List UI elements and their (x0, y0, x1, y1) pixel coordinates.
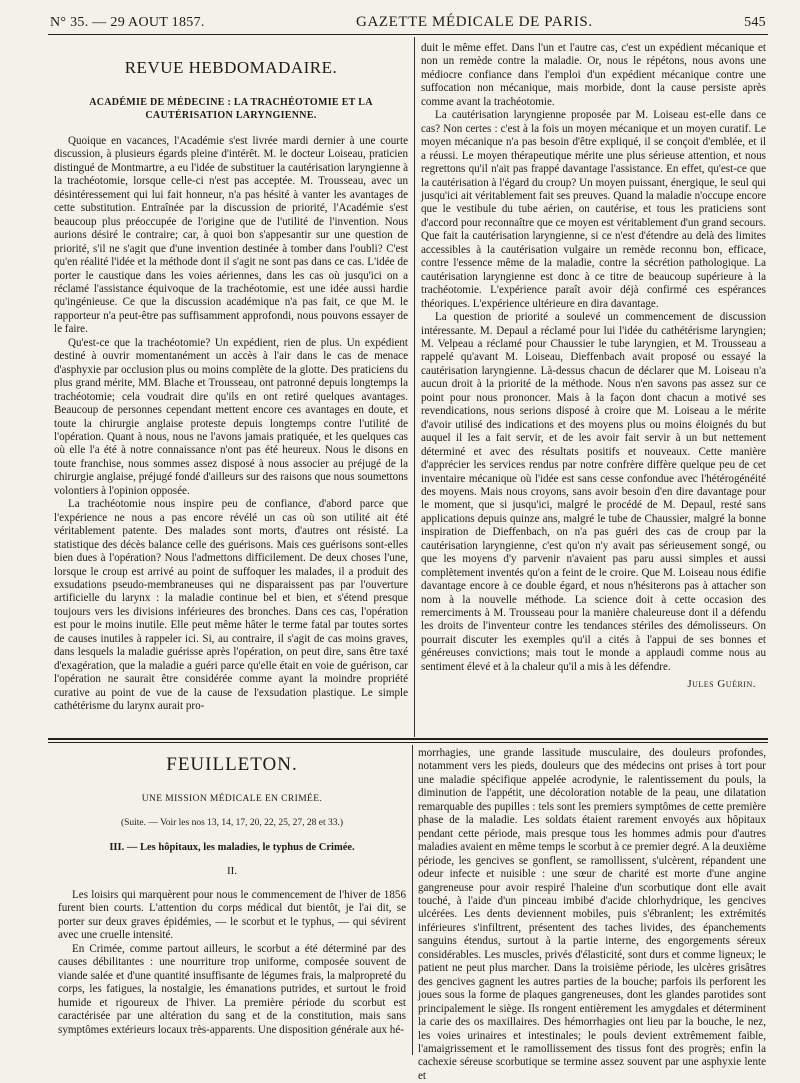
section-rule (48, 738, 768, 740)
revue-title: REVUE HEBDOMADAIRE. (124, 58, 338, 77)
feuilleton-left-column (58, 748, 406, 1056)
feuilleton-right-column (418, 747, 766, 1082)
journal-title: GAZETTE MÉDICALE DE PARIS. (356, 14, 593, 30)
feuilleton-paragraph: Les loisirs qui marquèrent pour nous le commencement de l'hiver de 1856 furent bien courts. L'attention du corps médical dut bientôt, je l'ai dit, se porter sur deux graves épidémies, — le scorbut et le typhus, — qui sévirent avec une cruelle intensité. (58, 889, 406, 942)
page-number: 545 (744, 15, 766, 30)
feuilleton-subtitle: UNE MISSION MÉDICALE EN CRIMÉE. (141, 794, 323, 804)
revue-paragraph: Qu'est-ce que la trachéotomie? Un expédient, rien de plus. Un expédient destiné à ouvrir momentanément un accès à l'air dans le cas de menace d'asphyxie par occlusion plus ou moins complète de la glotte. Des praticiens du plus grand mérite, MM. Blache et Trousseau, ont patronné depuis longtemps la trachéotomie; cela voudrait dire qu'ils en ont retiré quelques avantages. Beaucoup de personnes cependant mettent encore ces avantages en doute, et toute la chirurgie anglaise proteste depuis longtemps contre l'utilité de l'opération. Quant à nous, nous ne l'avons jamais pratiquée, et les quelques cas où elle l'a été à notre connaissance n'ont pas été heureux. Nous le disons en toute franchise, nous sommes assez disposé à nous associer au préjugé de la chirurgie anglaise, préjugé fondé d'ailleurs sur des raisons que nous soumettons volontiers à l'opinion opposée. (54, 336, 408, 497)
column-divider-top (414, 37, 415, 737)
issue-number: N° 35. — 29 AOUT 1857. (50, 15, 205, 30)
masthead (50, 14, 766, 31)
revue-subtitle: ACADÉMIE DE MÉDECINE : LA TRACHÉOTOMIE ET LA CAUTÉRISATION LARYNGIENNE. (89, 97, 373, 121)
section-rule-thin (48, 742, 768, 743)
revue-paragraph: La question de priorité a soulevé un commencement de discussion intéressante. M. Depaul a réclamé pour lui l'idée du cathétérisme laryngien; M. Velpeau a réclamé pour Chaussier le tube laryngien, et M. Trousseau a rappelé qu'avant M. Loiseau, Dieffenbach avait proposé ou essayé la cautérisation laryngienne. Là-dessus chacun de déclarer que M. Loiseau n'a aucun droit à la priorité de la méthode. Nous n'en savons pas assez sur ce point pour nous prononcer. Mais à la façon dont chacun a motivé ses revendications, nous serions disposé à croire que M. Loiseau a le mérite d'avoir utilisé des indications et des moyens plus ou moins éloignés du but auquel il les a fait servir, et de les avoir fait servir à un but nettement déterminé et avec des résultats positifs et nouveaux. Cette manière d'apprécier les services rendus par notre confrère diffère quelque peu de cet inventaire mécanique où l'idée est sans cesse confondue avec l'hétérogénéité des moyens. Mais nous croyons, sans avoir besoin d'en dire davantage pour le moment, que si jusqu'ici, malgré le procédé de M. Depaul, resté sans applications depuis quinze ans, malgré le tube de Chaussier, malgré la bonne inspiration de Dieffenbach, on n'a pas guéri des cas de croup par la cautérisation laryngienne, c'est qu'on n'y avait pas sérieusement songé, ou que les moyens d'y parvenir n'avaient pas paru aussi simples et aussi complètement inventés qu'on a feint de le croire. Que M. Loiseau nous édifie davantage encore à ce double égard, et nous n'hésiterons pas à attacher son nom à la nouvelle méthode. La science doit à cette occasion des remerciments à M. Trousseau pour la manière chaleureuse dont il a défendu les droits de l'inventeur contre les tendances stériles des démolisseurs. On pourrait discuter les exemples qu'il a cités à l'appui de ses bonnes et généreuses convictions; mais tout le monde a applaudi comme nous au sentiment élevé et à la chaleur qu'il a mis à les défendre. (421, 311, 766, 673)
feuilleton-chapter: II. (226, 865, 238, 877)
feuilleton-paragraph: En Crimée, comme partout ailleurs, le scorbut a été déterminé par des causes débilitantes : une nourriture trop uniforme, composée souvent de viande salée et d'une quantité insuffisante de légumes frais, la malpropreté du corps, les fatigues, la nostalgie, les émanations putrides, et surtout le froid humide et rigoureux de l'hiver. La première période du scorbut est caractérisée par une altération du sang et de la constitution, mais sans symptômes extérieurs locaux très-apparents. Une disposition générale aux hé- (58, 942, 406, 1036)
feuilleton-paragraph: morrhagies, une grande lassitude musculaire, des douleurs profondes, notamment vers les pieds, douleurs que des médecins ont prises à tort pour une maladie spécifique appelée acrodynie, le ralentissement du pouls, la diminution de l'appétit, une décoloration notable de la peau, une dilatation remarquable des pupilles : tels sont les premiers symptômes de cette première phase de la maladie. Les soldats étaient rarement envoyés aux hôpitaux pendant cette période, mais presque tous les hommes admis pour d'autres maladies avaient en même temps le scorbut à ce premier degré. A la deuxième période, les gencives se gonflent, se ramollissent, s'ulcèrent, répandent une odeur infecte et nuisible : une sœur de charité est morte d'une angine gangreneuse pour avoir respiré l'haleine d'un scorbutique dont elle avait touché, à l'aide d'un pinceau imbibé d'acide chlorhydrique, les gencives ulcérées. Les dents deviennent mobiles, puis s'ébranlent; les extrémités inférieures s'infiltrent, présentent des taches livides, des épanchements sanguins étendus, surtout à la partie interne, des engorgements séreux considérables. Les muscles, privés d'élasticité, sont durs et comme ligneux; le patient ne peut plus marcher. Dans la troisième période, les ulcères grisâtres des gencives gagnent les autres parties de la bouche; parfois ils perforent les joues sous la forme de plaques gangreneuses, dont les glandes parotides sont principalement le siège. Ils rongent entièrement les amygdales et déterminent la carie des os maxillaires. Des hémorrhagies ont lieu par la bouche, le nez, les voies urinaires et intestinales; le pouls devient extrêmement faible, l'amaigrissement et le ramollissement des tissus font des progrès; enfin la cachexie séreuse scorbutique se termine assez souvent par une asphyxie lente et (418, 747, 766, 1082)
feuilleton-part: III. — Les hôpitaux, les maladies, le typhus de Crimée. (109, 842, 355, 853)
column-divider-bottom (412, 745, 413, 1055)
feuilleton-suite: (Suite. — Voir les nos 13, 14, 17, 20, 22, 25, 27, 28 et 33.) (120, 818, 344, 828)
feuilleton-title: FEUILLETON. (166, 754, 298, 775)
revue-paragraph: Quoique en vacances, l'Académie s'est livrée mardi dernier à une courte discussion, à plusieurs égards pleine d'intérêt. M. le docteur Loiseau, praticien distingué de Montmartre, a eu l'idée de substituer la cautérisation laryngienne à la trachéotomie, lorsque celle-ci n'est pas acceptée. M. Trousseau, avec un désintéressement qui lui fait honneur, n'a pas hésité à vanter les avantages de cette substitution. Entraînée par la discussion de priorité, l'Académie s'est beaucoup plus préoccupée de l'origine que de l'utilité de l'invention. Nous aurions désiré le contraire; car, à quoi bon s'appesantir sur une question de priorité, s'il ne s'agit que d'une invention destinée à tomber dans l'oubli? C'est qu'en réalité l'idée et la méthode dont il s'agit ne sont pas dans ce cas. L'idée de porter le caustique dans les voies aériennes, dans les cas où jusqu'ici on a réclamé l'assistance équivoque de la trachéotomie, est une idée aussi hardie qu'ingénieuse. Ce que la discussion académique n'a pas fait, ce que M. le rapporteur n'a peut-être pas suffisamment approfondi, nous pouvons essayer de le faire. (54, 135, 408, 336)
signature: Jules Guérin. (687, 678, 756, 691)
revue-paragraph: duit le même effet. Dans l'un et l'autre cas, c'est un expédient mécanique et non un remède contre la maladie. Or, nous le répétons, nous avons une médiocre confiance dans l'emploi d'un expédient mécanique contre une suffocation non mécanique, mais morbide, dont la cause persiste après comme avant la trachéotomie. (421, 42, 766, 108)
revue-left-column (54, 58, 408, 740)
revue-paragraph: La trachéotomie nous inspire peu de confiance, d'abord parce que l'expérience ne nous a pas encore révélé un cas où son utilité ait été véritablement patente. Des malades sont morts, d'autres ont résisté. La statistique des décès balance celle des guérisons. Mais ces guérisons sont-elles bien dues à l'opération? Nous l'admettons difficilement. De deux choses l'une, lorsque le croup est arrivé au point de suffoquer les malades, il a produit des exsudations pseudo-membraneuses qui ne disparaissent pas par l'ouverture artificielle du larynx : la maladie continue bel et bien, et s'étend presque toujours vers les divisions inférieures des bronches. Dans ces cas, l'opération est pour le moins inutile. Elle peut même hâter le terme fatal par toutes sortes de causes inutiles à rappeler ici. Si, au contraire, il s'agit de cas moins graves, dans lesquels la maladie guérisse après l'opération, on peut dire, sans être taxé d'exagération, que la maladie a guéri parce qu'elle était en voie de guérison, car l'opération ne saurait être considérée comme ayant la moindre propriété curative au point de vue de la cause de l'exsudation plastique. Le simple cathétérisme du larynx aurait pro- (54, 498, 408, 713)
revue-paragraph: La cautérisation laryngienne proposée par M. Loiseau est-elle dans ce cas? Non certes : c'est à la fois un moyen mécanique et un moyen curatif. Le moyen mécanique n'a pas besoin d'être expliqué, il se conçoit d'emblée, et il a réussi. Le moyen thérapeutique mérite une plus sérieuse attention, et nous regrettons qu'il n'ait pas frappé davantage l'assistance. En effet, qu'est-ce que la cautérisation à l'égard du croup? Un moyen puissant, énergique, le seul qui jusqu'ici ait véritablement fait ses preuves. Quand la maladie n'occupe encore que le vestibule du tube aérien, on cautérise, et tous les praticiens sont d'accord pour reconnaître que ce moyen est véritablement d'un grand secours. Que fait la cautérisation laryngienne, si ce n'est d'étendre au delà des limites accessibles à la cautérisation vulgaire un remède reconnu bon, efficace, contre l'essence même de la maladie, contre la sécrétion pathologique. La cautérisation laryngienne est donc à ce titre de beaucoup supérieure à la trachéotomie. L'expérience paraît avoir déjà confirmé ces espérances théoriques. L'expérience ultérieure en dira davantage. (421, 109, 766, 310)
masthead-rule (48, 34, 768, 35)
revue-right-column (421, 42, 766, 738)
